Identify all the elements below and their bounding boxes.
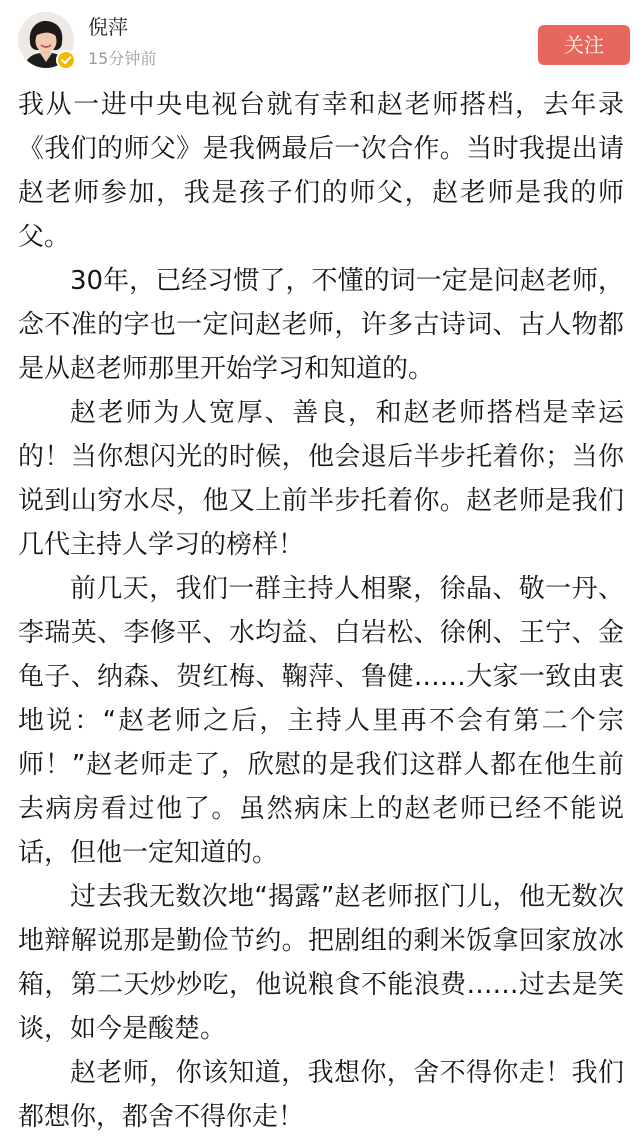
username[interactable]: 倪萍 (88, 15, 128, 39)
post-paragraph: 30年，已经习惯了，不懂的词一定是问赵老师，念不准的字也一定问赵老师，许多古诗词、古人物都是从赵老师那里开始学习和知道的。 (18, 266, 624, 384)
post-paragraph: 前几天，我们一群主持人相聚，徐晶、敬一丹、李瑞英、李修平、水均益、白岩松、徐俐、王宁、金龟子、纳森、贺红梅、鞠萍、鲁健……大家一致由衷地说：“赵老师之后，主持人里再不会有第二个宗师！”赵老师走了，欣慰的是我们这群人都在他生前去病房看过他了。虽然病床上的赵老师已经不能说话，但他一定知道的。 (18, 574, 624, 868)
post-timestamp: 15分钟前 (88, 49, 157, 68)
avatar[interactable] (18, 12, 74, 68)
post-paragraph: 赵老师为人宽厚、善良，和赵老师搭档是幸运的！当你想闪光的时候，他会退后半步托着你；当你说到山穷水尽，他又上前半步托着你。赵老师是我们几代主持人学习的榜样！ (18, 398, 624, 560)
post-paragraph: 赵老师，你该知道，我想你，舍不得你走！我们都想你，都舍不得你走！ (18, 1058, 624, 1132)
follow-button[interactable]: 关注 (538, 25, 630, 65)
post-paragraph: 我从一进中央电视台就有幸和赵老师搭档，去年录《我们的师父》是我俩最后一次合作。当时我提出请赵老师参加，我是孩子们的师父，赵老师是我的师父。 (18, 90, 624, 252)
post-body (18, 83, 624, 1139)
post-paragraph: 过去我无数次地“揭露”赵老师抠门儿，他无数次地辩解说那是勤俭节约。把剧组的剩米饭拿回家放冰箱，第二天炒炒吃，他说粮食不能浪费……过去是笑谈，如今是酸楚。 (18, 882, 624, 1044)
verified-badge-icon (56, 50, 76, 70)
post-header (0, 0, 640, 84)
